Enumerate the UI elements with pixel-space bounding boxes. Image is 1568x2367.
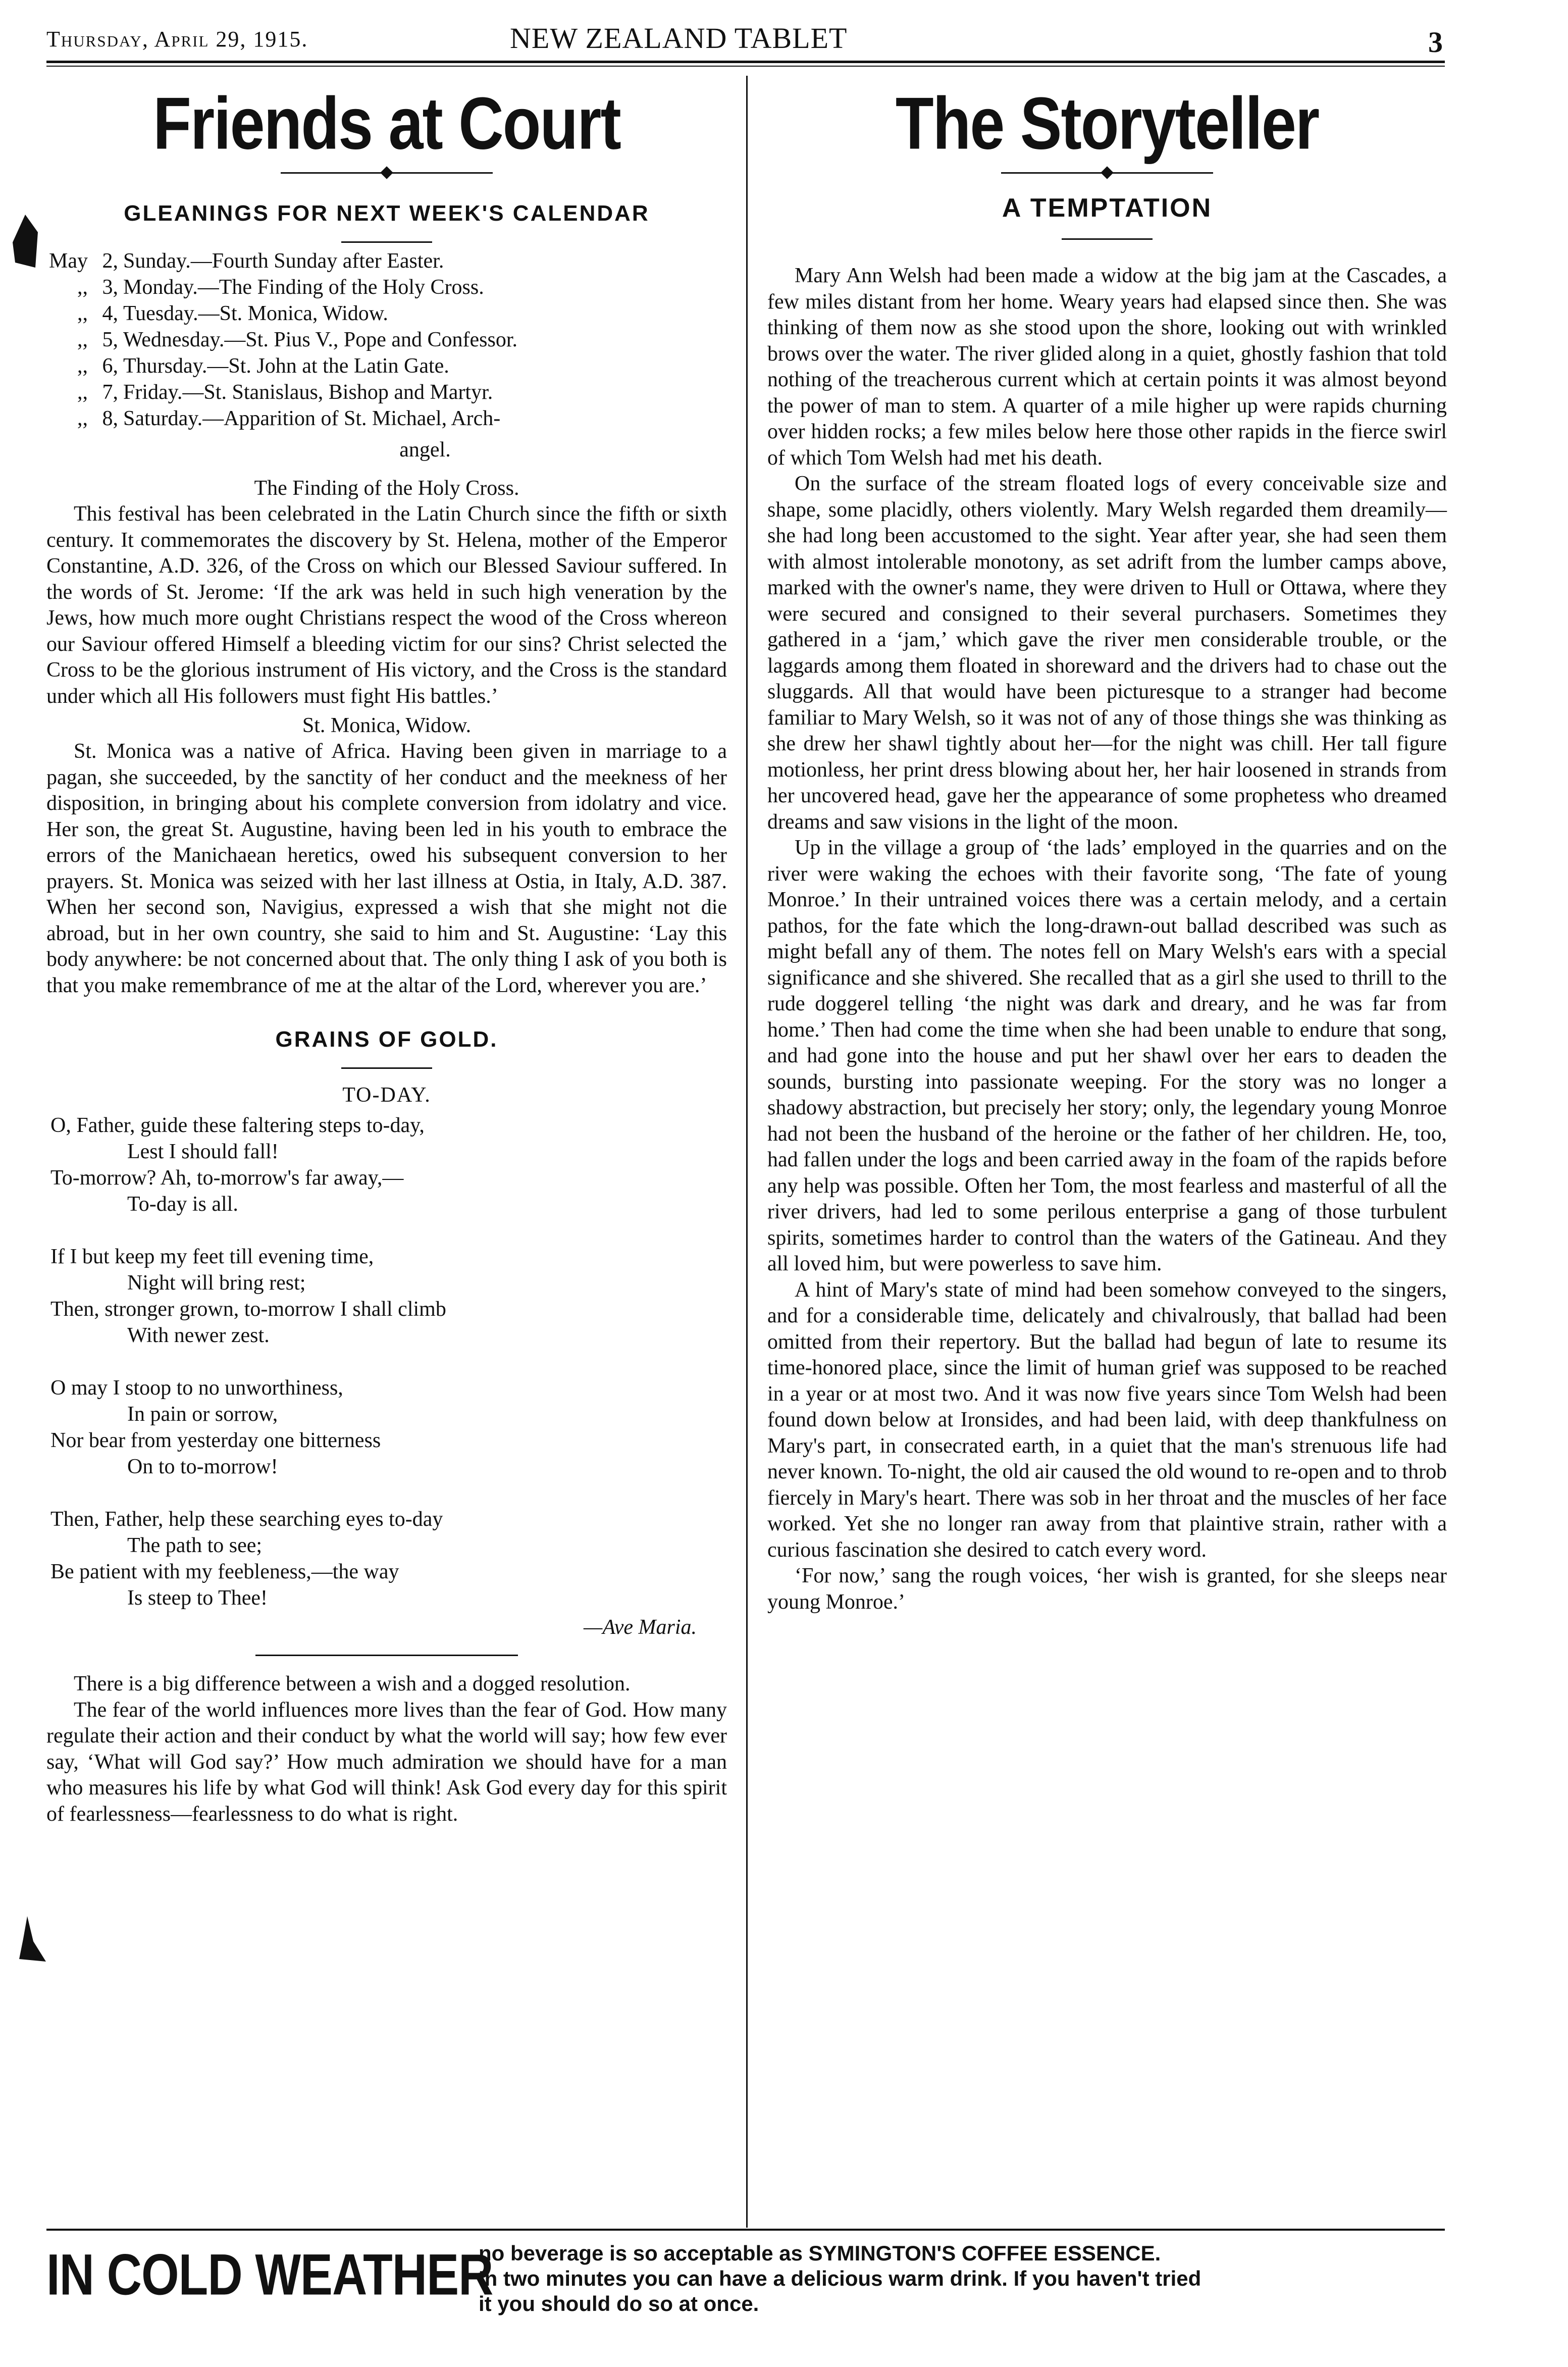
poem-line: On to to-morrow! xyxy=(127,1455,278,1479)
calendar-row xyxy=(46,379,727,405)
issue-date: Thursday, April 29, 1915. xyxy=(46,27,308,52)
calendar-month: ,, xyxy=(77,354,88,378)
poem-line: Night will bring rest; xyxy=(127,1271,306,1295)
ad-headline: IN COLD WEATHER xyxy=(46,2242,493,2307)
monica-heading: St. Monica, Widow. xyxy=(302,714,472,738)
short-rule xyxy=(341,241,432,243)
poem-line: If I but keep my feet till evening time, xyxy=(50,1245,374,1269)
poem-line: Lest I should fall! xyxy=(127,1140,279,1164)
calendar-row xyxy=(46,274,727,300)
calendar-month: ,, xyxy=(77,328,88,352)
poem-line: Then, stronger grown, to-morrow I shall climb xyxy=(50,1298,446,1321)
footer-rule xyxy=(46,2229,1445,2231)
calendar-continuation: angel. xyxy=(399,438,451,462)
calendar-entry: Sunday.—Fourth Sunday after Easter. xyxy=(123,249,444,273)
short-rule xyxy=(1062,238,1153,240)
story-paragraph: A hint of Mary's state of mind had been somehow conveyed to the singers, and for a considerable time, delicately and chivalrously, that ballad had been omitted from their repertory. But the ballad had begun of late to resume its time-honored place, since the limit of human grief was supposed to be reached in a year or at most two. And it was now five years since Tom Welsh had been found down below at Ironsides, and had been laid, with deep thankfulness on Mary's part, in consecrated earth, in a quiet that the man's strenuous life had never known. To-night, the old air caused the old wound to re-open and to throb fiercely in Mary's heart. There was sob in her throat and the muscles of her face worked. Yet she no longer ran away from that plaintive strain, rather with a curious fascination she desired to catch every word. xyxy=(767,1278,1447,1562)
fear-paragraph: The fear of the world influences more lives than the fear of God. How many regulate their action and their conduct by what the world will say; how few ever say, ‘What will God say?’ How much admiration we should have for a man who measures his life by what God will think! Ask God every day for this spirit of fearlessness—fearlessness to do what is right. xyxy=(46,1698,727,1826)
calendar-day: 3, xyxy=(102,276,118,299)
poem-line: To-morrow? Ah, to-morrow's far away,— xyxy=(50,1166,404,1190)
story-paragraph: Mary Ann Welsh had been made a widow at the big jam at the Cascades, a few miles distant from her home. Weary years had elapsed since then. She was thinking of them now as she stood upon the shore, looking out with wrinkled brows over the water. The river glided along in a quiet, ghostly fashion that told nothing of the treacherous current which at certain points it was almost beyond the power of man to stem. A quarter of a mile higher up were rapids churning over hidden rocks; a few miles below here those other rapids in the fierce swirl of which Tom Welsh had met his death. xyxy=(767,264,1447,470)
header-rule xyxy=(46,61,1445,63)
monica-paragraph: St. Monica was a native of Africa. Having been given in marriage to a pagan, she succeeded, by the sanctity of her conduct and the meekness of her disposition, in bringing about his complete conversion from idolatry and vice. Her son, the great St. Augustine, having been led in his youth to embrace the errors of the Manichaean heretics, owed his subsequent conversion to her prayers. St. Monica was seized with her last illness at Ostia, in Italy, A.D. 387. When her second son, Navigius, expressed a wish that she might not die abroad, but in her own country, she said to him and St. Augustine: ‘Lay this body anywhere: be not concerned about that. The only thing I ask of you both is that you make remembrance of me at the altar of the Lord, wherever you are.’ xyxy=(46,740,727,997)
grains-heading: GRAINS OF GOLD. xyxy=(275,1027,498,1052)
calendar-row xyxy=(46,300,727,327)
calendar-day: 6, xyxy=(102,354,118,378)
title-ornament-rule xyxy=(1001,168,1213,178)
header-rule-thin xyxy=(46,66,1445,67)
ink-smudge-icon xyxy=(10,212,45,273)
poem-attribution: —Ave Maria. xyxy=(584,1616,697,1639)
page-number: 3 xyxy=(1428,26,1443,59)
calendar-row xyxy=(46,248,727,274)
calendar-month: ,, xyxy=(77,407,88,431)
calendar-entry: Saturday.—Apparition of St. Michael, Arch- xyxy=(123,407,501,431)
calendar-entry: Friday.—St. Stanislaus, Bishop and Martyr. xyxy=(123,381,493,404)
poem-title: TO-DAY. xyxy=(342,1084,431,1107)
wish-paragraph: There is a big difference between a wish and a dogged resolution. xyxy=(74,1672,631,1696)
poem-line: O, Father, guide these faltering steps to-day, xyxy=(50,1114,425,1138)
cross-heading: The Finding of the Holy Cross. xyxy=(254,477,519,500)
poem-line: Be patient with my feebleness,—the way xyxy=(50,1560,399,1584)
calendar-day: 5, xyxy=(102,328,118,352)
poem-line: With newer zest. xyxy=(127,1324,270,1348)
short-rule xyxy=(341,1067,432,1069)
calendar-row xyxy=(46,405,727,432)
poem-stanza xyxy=(46,1112,727,1217)
calendar-entry: Monday.—The Finding of the Holy Cross. xyxy=(123,276,484,299)
section-title-friends-at-court: Friends at Court xyxy=(153,82,620,165)
ad-line-2: In two minutes you can have a delicious warm drink. If you haven't tried xyxy=(479,2267,1201,2290)
poem-line: To-day is all. xyxy=(127,1193,238,1216)
calendar-entry: Thursday.—St. John at the Latin Gate. xyxy=(123,354,449,378)
calendar-day: 7, xyxy=(102,381,118,404)
calendar-day: 8, xyxy=(102,407,118,431)
calendar-heading: GLEANINGS FOR NEXT WEEK'S CALENDAR xyxy=(124,201,650,226)
poem-line: O may I stoop to no unworthiness, xyxy=(50,1376,343,1400)
cross-paragraph: This festival has been celebrated in the Latin Church since the fifth or sixth century. It commemorates the discovery by St. Helena, mother of the Emperor Constantine, A.D. 326, of the Cross on which our Blessed Saviour suffered. In the words of St. Jerome: ‘If the ark was held in such high veneration by the Jews, how much more ought Christians respect the wood of the Cross whereon our Saviour offered Himself a bleeding victim for our sins? Christ selected the Cross to be the glorious instrument of His victory, and the Cross is the standard under which all His followers must fight His battles.’ xyxy=(46,502,727,708)
story-paragraph: On the surface of the stream floated logs of every conceivable size and shape, some placidly, others violently. Mary Welsh regarded them dreamily—she had long been accustomed to the sight. Year after year, she had seen them with almost intolerable monotony, as set adrift from the lumber camps above, marked with the owner's name, they were driven to Hull or Ottawa, where they were secured and consigned to their several purchasers. Sometimes they gathered in a ‘jam,’ which gave the river men considerable trouble, or the laggards among them floated in shoreward and the drivers had to chase out the sluggards. All that would have been picturesque to a stranger had become familiar to Mary Welsh, so it was not of any of those things she was thinking as she drew her shawl tightly about her—for the night was chill. Her tall figure motionless, her print dress blowing about her, her hair loosened in strands from her uncovered head, gave her the appearance of some prophetess who dreamed dreams and saw visions in the light of the moon. xyxy=(767,472,1447,834)
right-column xyxy=(767,81,1447,1615)
poem-line: In pain or sorrow, xyxy=(127,1403,278,1426)
calendar-entry: Tuesday.—St. Monica, Widow. xyxy=(123,302,388,326)
poem-line: The path to see; xyxy=(127,1534,263,1558)
calendar-month: May xyxy=(49,249,88,273)
calendar-day: 2, xyxy=(102,249,118,273)
section-title-storyteller: The Storyteller xyxy=(895,82,1319,165)
ad-line-3: it you should do so at once. xyxy=(479,2292,759,2315)
story-title: A TEMPTATION xyxy=(1002,193,1213,223)
left-column xyxy=(46,81,727,1827)
publication-title: NEW ZEALAND TABLET xyxy=(510,22,848,55)
calendar-month: ,, xyxy=(77,381,88,404)
story-paragraph: Up in the village a group of ‘the lads’ employed in the quarries and on the river were waking the echoes with their favorite song, ‘The fate of young Monroe.’ In their untrained voices there was a certain melody, and a certain pathos, for the fate which the long-drawn-out ballad described was such as might befall any of them. The notes fell on Mary Welsh's ears with a special significance and she shivered. She recalled that as a girl she used to thrill to the rude doggerel telling ‘the night was dark and dreary, and he was far from home.’ Then had come the time when she had been unable to endure that song, and had gone into the house and put her shawl over her ears to deaden the sounds, bursting into passionate weeping. For the story was no longer a shadowy abstraction, but precisely her story; only, the legendary young Monroe had not been the husband of the heroine or the father of her children. He, too, had fallen under the logs and been carried away in the foam of the rapids before any help was possible. Often her Tom, the most fearless and masterful of all the river drivers, had led to some perilous enterprise a gang of those turbulent spirits, sometimes harder to control than the waters of the Gatineau. And they all loved him, but were powerless to save him. xyxy=(767,836,1447,1276)
calendar-list xyxy=(46,248,727,432)
calendar-month: ,, xyxy=(77,302,88,326)
calendar-row xyxy=(46,353,727,379)
poem-stanza xyxy=(46,1244,727,1349)
ad-copy xyxy=(479,2241,1447,2317)
poem-line: Is steep to Thee! xyxy=(127,1586,268,1610)
ink-smudge-icon xyxy=(13,1914,48,1969)
poem-line: Nor bear from yesterday one bitterness xyxy=(50,1429,381,1453)
poem-stanza xyxy=(46,1375,727,1480)
calendar-day: 4, xyxy=(102,302,118,326)
poem-line: Then, Father, help these searching eyes to-day xyxy=(50,1508,443,1531)
calendar-month: ,, xyxy=(77,276,88,299)
calendar-entry: Wednesday.—St. Pius V., Pope and Confessor. xyxy=(123,328,518,352)
poem-stanza xyxy=(46,1506,727,1611)
calendar-row xyxy=(46,327,727,353)
poem xyxy=(46,1112,727,1611)
title-ornament-rule xyxy=(281,168,493,178)
story-paragraph: ‘For now,’ sang the rough voices, ‘her wish is granted, for she sleeps near young Monroe.’ xyxy=(767,1564,1447,1614)
column-divider xyxy=(746,76,748,2228)
end-rule xyxy=(255,1655,518,1656)
ad-line-1: no beverage is so acceptable as SYMINGTON'S COFFEE ESSENCE. xyxy=(479,2241,1161,2265)
story-body xyxy=(767,263,1447,1615)
